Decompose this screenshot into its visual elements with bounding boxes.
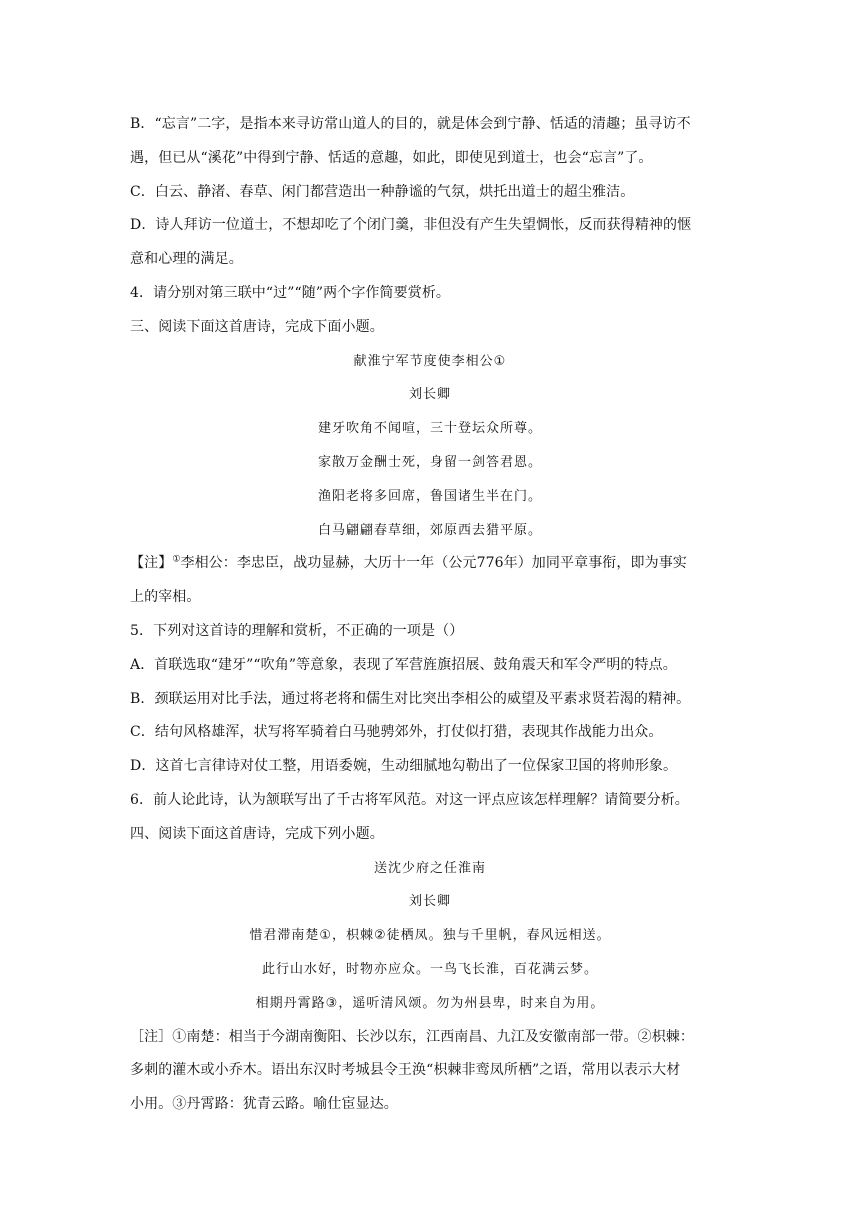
poem-2-note-line3: 小用。③丹霄路：犹青云路。喻仕宦显达。 bbox=[130, 1096, 398, 1113]
poem-1-note-line1 bbox=[130, 547, 730, 581]
question-5-option-a: A．首联选取“建牙”“吹角”等意象，表现了军营旌旗招展、鼓角震天和军令严明的特点。 bbox=[130, 656, 677, 673]
q3-option-c: C．白云、静渚、春草、闲门都营造出一种静谧的气氛，烘托出道士的超尘雅洁。 bbox=[130, 183, 635, 200]
question-5-option-d: D．这首七言律诗对仗工整，用语委婉，生动细腻地勾勒出了一位保家卫国的将帅形象。 bbox=[130, 758, 678, 775]
poem-2-note-line2: 多刺的灌木或小乔木。语出东汉时考城县令王涣“枳棘非鸾凤所栖”之语，常用以表示大材 bbox=[130, 1062, 681, 1079]
poem-1-line-2: 家散万金酬士死，身留一剑答君恩。 bbox=[317, 454, 542, 470]
question-5-option-b: B．颈联运用对比手法，通过将老将和儒生对比突出李相公的威望及平素求贤若渴的精神。 bbox=[130, 690, 691, 707]
poem-2-line-3: 相期丹霄路③，遥听清风颂。勿为州县卑，时来自为用。 bbox=[255, 995, 605, 1011]
section-4-heading: 四、阅读下面这首唐诗，完成下列小题。 bbox=[130, 825, 384, 842]
question-5-stem: 5．下列对这首诗的理解和赏析，不正确的一项是（） bbox=[130, 622, 464, 639]
q3-option-d-line2: 意和心理的满足。 bbox=[130, 251, 243, 268]
poem-2-note-line1: ［注］①南楚：相当于今湖南衡阳、长沙以东，江西南昌、九江及安徽南部一带。②枳棘： bbox=[130, 1028, 694, 1045]
poem-1-note-line2: 上的宰相。 bbox=[130, 589, 201, 606]
q3-option-b-line1: B．“忘言”二字，是指本来寻访常山道人的目的，就是体会到宁静、恬适的清趣；虽寻访不 bbox=[130, 116, 691, 132]
poem-2-title: 送沈少府之任淮南 bbox=[373, 860, 486, 876]
poem-1-line-3: 渔阳老将多回席，鲁国诸生半在门。 bbox=[317, 488, 542, 504]
poem-2-line-1: 惜君滞南楚①，枳棘②徒栖凤。独与千里帆，春风远相送。 bbox=[249, 928, 611, 944]
poem-1-line-4: 白马翩翩春草细，郊原西去猎平原。 bbox=[317, 522, 542, 538]
note-text: 李相公：李忠臣，战功显赫，大历十一年（公元776年）加同平章事衔，即为事实 bbox=[180, 555, 687, 572]
poem-1-author: 刘长卿 bbox=[408, 387, 451, 403]
question-6: 6．前人论此诗，认为颔联写出了千古将军风范。对这一评点应该怎样理解？请简要分析。 bbox=[130, 791, 689, 808]
poem-1-line-1: 建牙吹角不闻喧，三十登坛众所尊。 bbox=[317, 421, 542, 437]
poem-2-author: 刘长卿 bbox=[408, 894, 451, 910]
note-mark: ① bbox=[172, 554, 181, 565]
section-3-heading: 三、阅读下面这首唐诗，完成下面小题。 bbox=[130, 318, 384, 335]
question-5-option-c: C．结句风格雄浑，状写将军骑着白马驰骋郊外，打仗似打猎，表现其作战能力出众。 bbox=[130, 724, 663, 741]
q3-option-d-line1: D．诗人拜访一位道士，不想却吃了个闭门羹，非但没有产生失望惆怅，反而获得精神的惬 bbox=[130, 217, 692, 234]
poem-1-title: 献淮宁军节度使李相公① bbox=[353, 353, 507, 369]
question-4: 4．请分别对第三联中“过”“随”两个字作简要赏析。 bbox=[130, 284, 451, 301]
q3-option-b-line2: 遇，但已从“溪花”中得到宁静、恬适的意趣，如此，即使见到道士，也会“忘言”了。 bbox=[130, 149, 653, 166]
note-prefix: 【注】 bbox=[130, 555, 173, 572]
poem-2-line-2: 此行山水好，时物亦应众。一鸟飞长淮，百花满云梦。 bbox=[261, 961, 598, 977]
